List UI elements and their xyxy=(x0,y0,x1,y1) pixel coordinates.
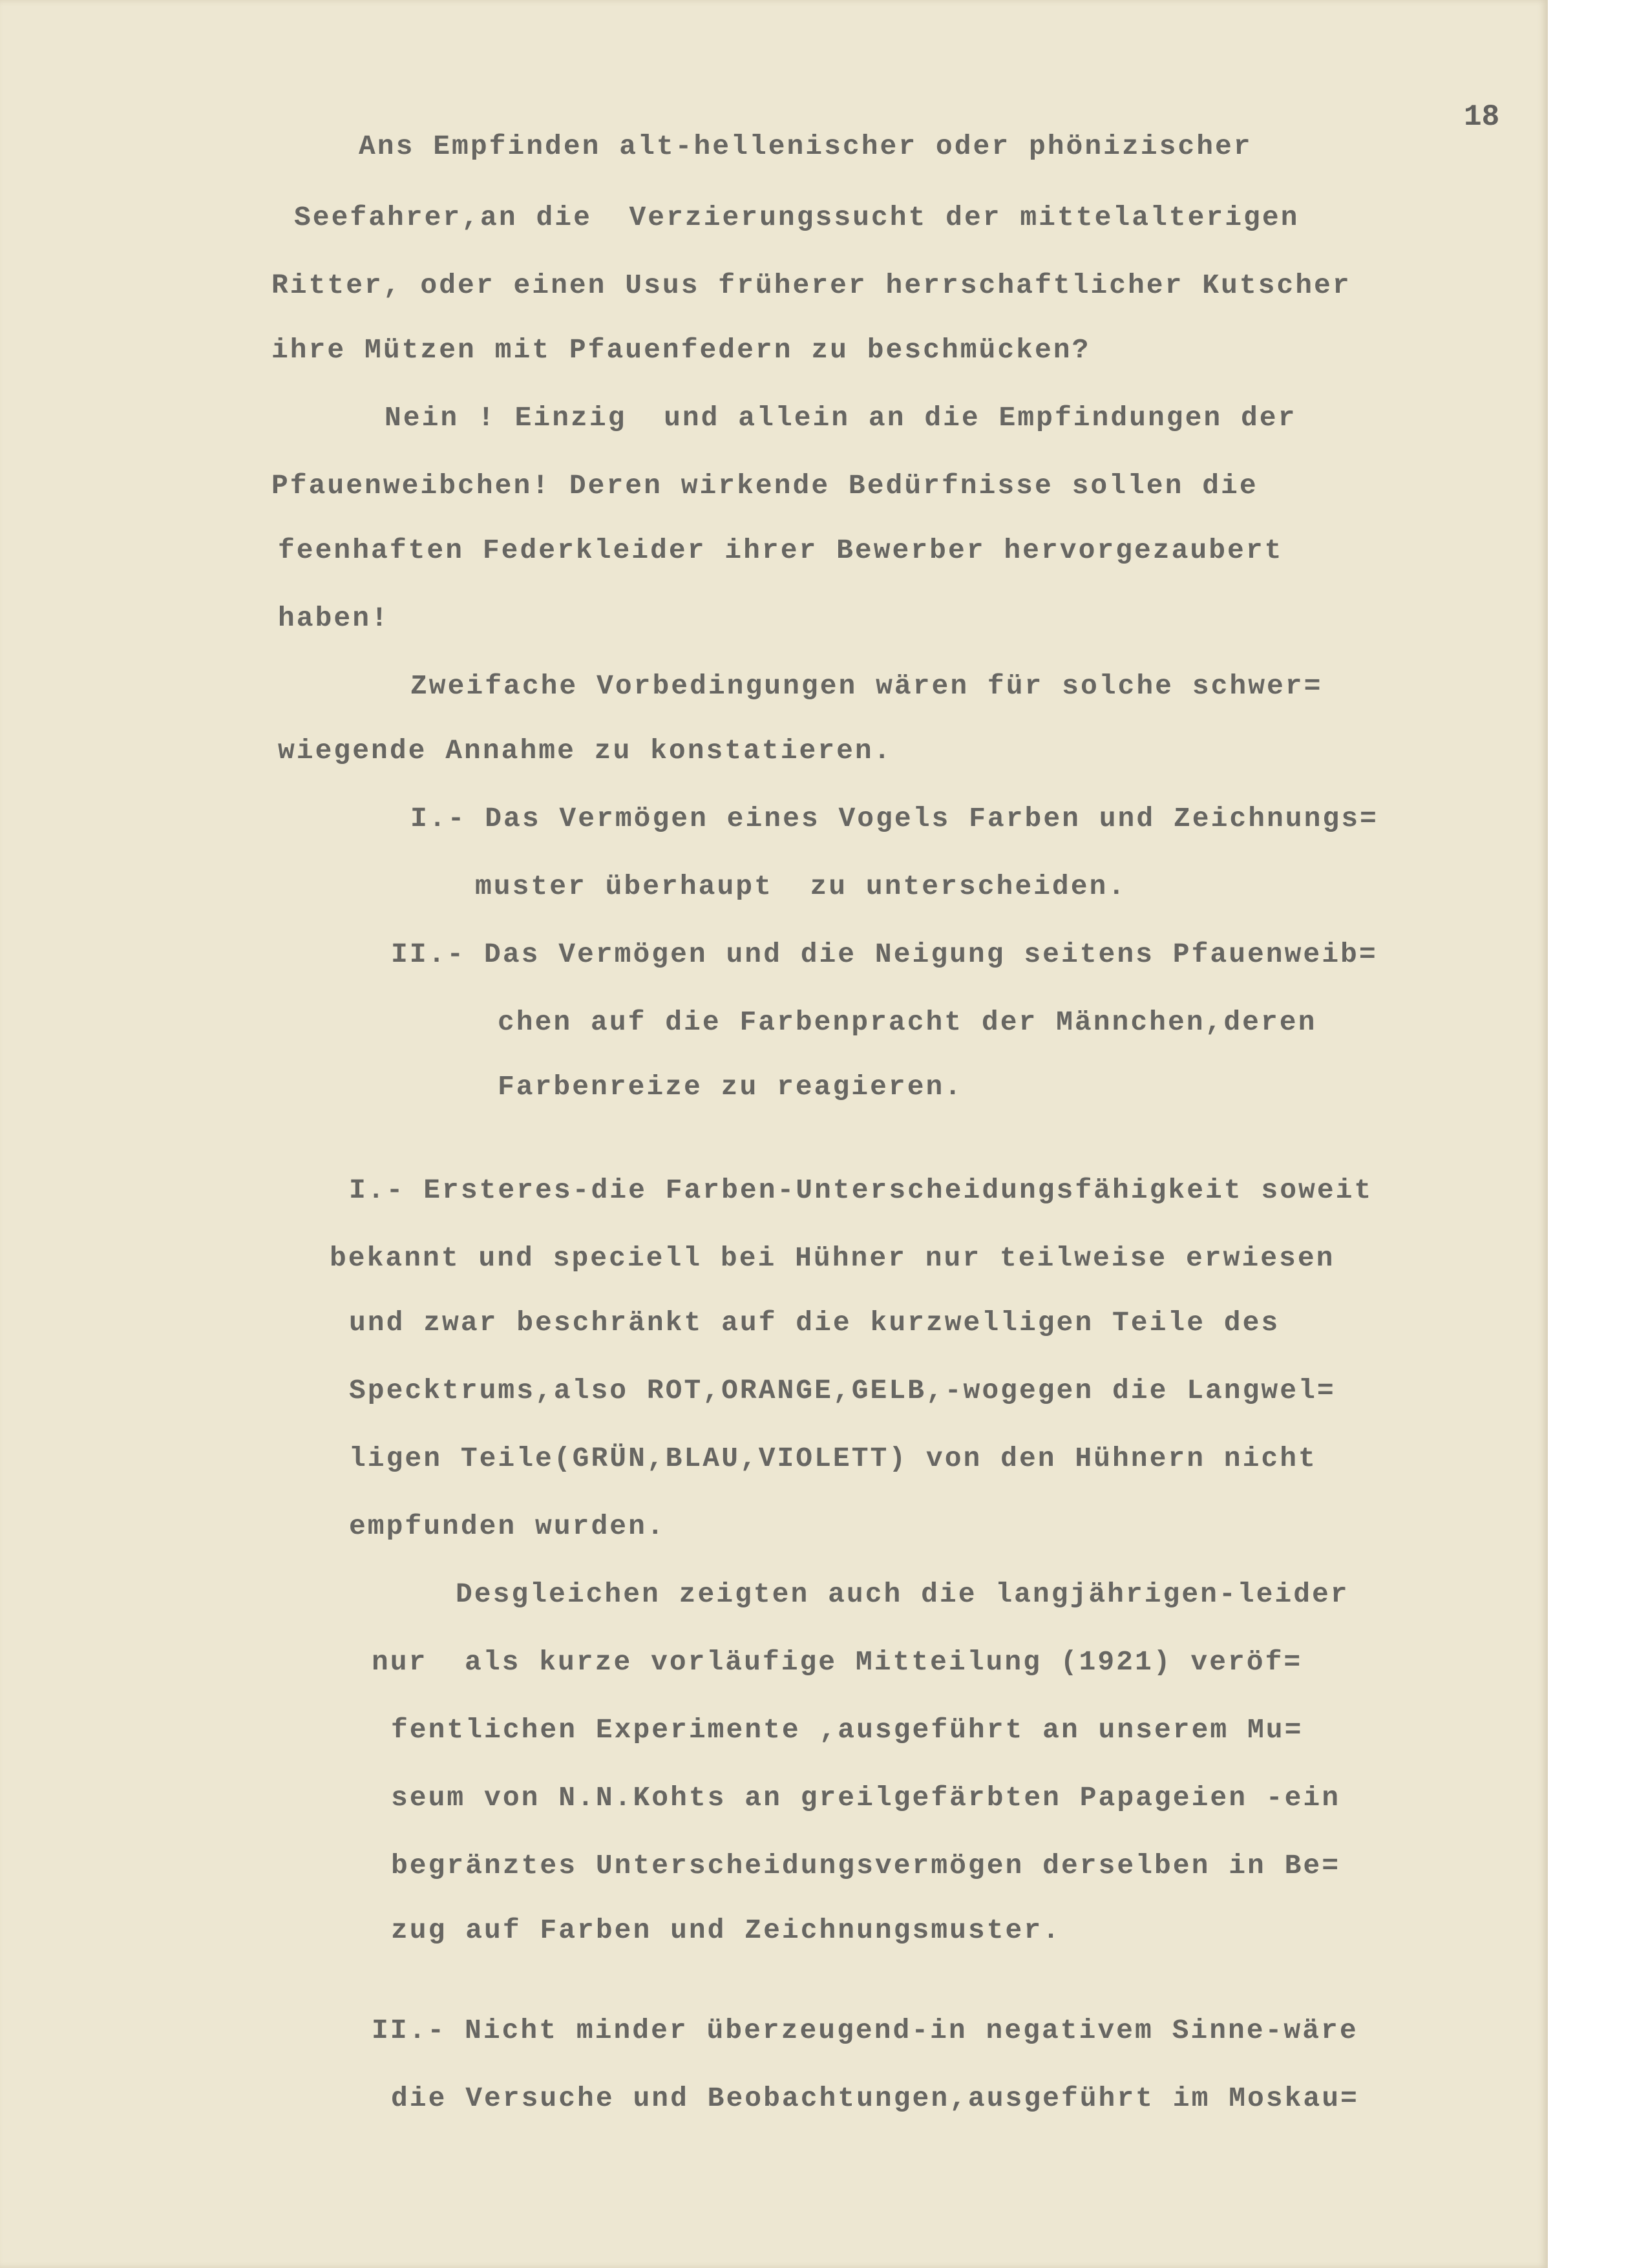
page-number: 18 xyxy=(1464,100,1500,134)
text-line: haben! xyxy=(278,602,390,634)
text-line: Specktrums,also ROT,ORANGE,GELB,-wogegen die Langwel= xyxy=(349,1375,1336,1406)
text-line: wiegende Annahme zu konstatieren. xyxy=(278,735,893,767)
text-line: fentlichen Experimente ,ausgeführt an unserem Mu= xyxy=(391,1714,1304,1746)
text-line: feenhaften Federkleider ihrer Bewerber hervorgezaubert xyxy=(278,535,1284,566)
text-line: Ans Empfinden alt-hellenischer oder phönizischer xyxy=(359,131,1252,162)
text-line: muster überhaupt zu unterscheiden. xyxy=(475,871,1127,902)
text-line: Zweifache Vorbedingungen wären für solche schwer= xyxy=(410,670,1323,702)
text-line: empfunden wurden. xyxy=(349,1510,666,1542)
text-line: Nein ! Einzig und allein an die Empfindungen der xyxy=(385,402,1297,434)
text-line: I.- Ersteres-die Farben-Unterscheidungsfähigkeit soweit xyxy=(349,1174,1373,1206)
text-line: ihre Mützen mit Pfauenfedern zu beschmücken? xyxy=(271,334,1091,366)
text-line: II.- Nicht minder überzeugend-in negativem Sinne-wäre xyxy=(372,2015,1358,2046)
text-line: Desgleichen zeigten auch die langjährigen-leider xyxy=(456,1578,1349,1610)
scan-background xyxy=(1548,0,1648,2268)
text-line: II.- Das Vermögen und die Neigung seitens Pfauenweib= xyxy=(391,938,1378,970)
text-line: nur als kurze vorläufige Mitteilung (1921) veröf= xyxy=(372,1646,1303,1678)
text-line: seum von N.N.Kohts an greilgefärbten Papageien -ein xyxy=(391,1782,1341,1814)
text-line: bekannt und speciell bei Hühner nur teilweise erwiesen xyxy=(330,1242,1335,1274)
text-line: Ritter, oder einen Usus früherer herrschaftlicher Kutscher xyxy=(271,270,1351,301)
text-line: I.- Das Vermögen eines Vogels Farben und Zeichnungs= xyxy=(410,803,1379,834)
text-line: Farbenreize zu reagieren. xyxy=(498,1071,964,1103)
text-line: und zwar beschränkt auf die kurzwelligen Teile des xyxy=(349,1307,1280,1339)
text-line: chen auf die Farbenpracht der Männchen,deren xyxy=(498,1006,1317,1038)
text-line: Seefahrer,an die Verzierungssucht der mittelalterigen xyxy=(294,202,1300,233)
text-line: ligen Teile(GRÜN,BLAU,VIOLETT) von den Hühnern nicht xyxy=(349,1443,1317,1474)
text-line: die Versuche und Beobachtungen,ausgeführt im Moskau= xyxy=(391,2083,1359,2114)
text-line: begränztes Unterscheidungsvermögen derselben in Be= xyxy=(391,1850,1341,1881)
text-line: zug auf Farben und Zeichnungsmuster. xyxy=(391,1914,1061,1946)
text-line: Pfauenweibchen! Deren wirkende Bedürfnisse sollen die xyxy=(271,470,1258,502)
